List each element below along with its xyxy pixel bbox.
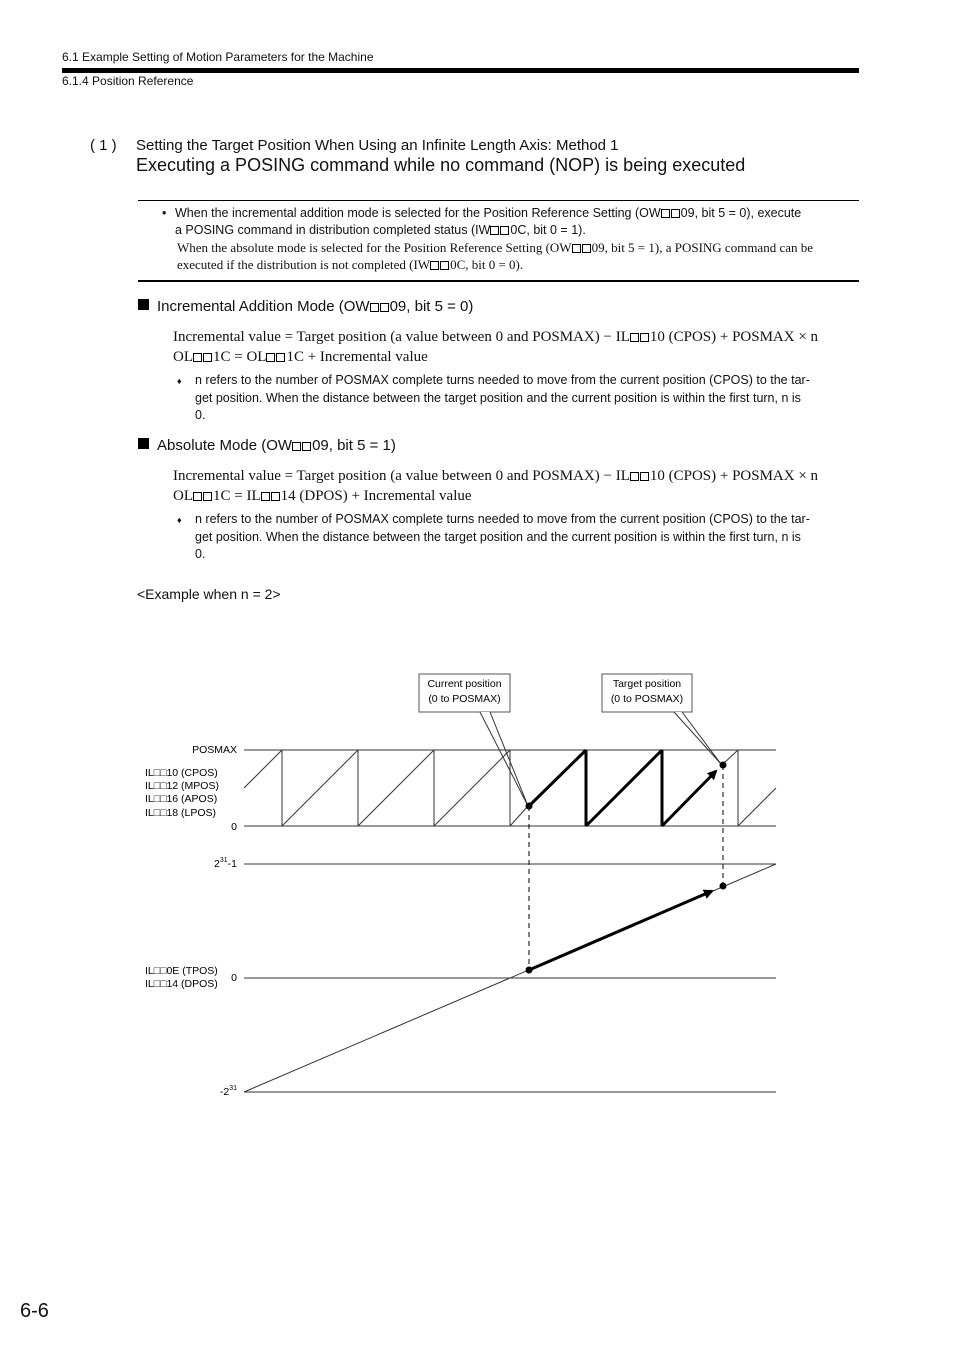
- note-bullet: •: [162, 206, 167, 220]
- header-subsection-title: 6.1.4 Position Reference: [62, 74, 194, 88]
- svg-text:Target position: Target position: [612, 678, 682, 690]
- section-number: ( 1 ): [90, 137, 117, 154]
- incremental-heading: Incremental Addition Mode (OW 09, bit 5 = 0): [138, 298, 473, 315]
- svg-text:IL□□0E (TPOS): IL□□0E (TPOS): [145, 965, 218, 977]
- svg-text:Current position: Current position: [427, 678, 502, 690]
- zero-label-lower: 0: [231, 972, 237, 984]
- incremental-formula-2: OL 1C = OL 1C + Incremental value: [173, 349, 428, 365]
- absolute-formula-1: Incremental value = Target position (a value between 0 and POSMAX) − IL 10 (CPOS) + POSMAX × n: [173, 468, 819, 484]
- diamond-bullet-icon: ♦: [177, 515, 182, 525]
- bold-lower-arrow: [529, 891, 712, 970]
- svg-text:IL□□14 (DPOS): IL□□14 (DPOS): [145, 978, 218, 990]
- absolute-heading: Absolute Mode (OW 09, bit 5 = 1): [138, 437, 396, 454]
- absolute-n-note: ♦ n refers to the number of POSMAX complete turns needed to move from the current position (CPOS) to the tar- get position. When the distance between the target position and the current position is within the first turn, n is 0.: [177, 512, 810, 561]
- header-section-title: 6.1 Example Setting of Motion Parameters for the Machine: [62, 50, 374, 64]
- sawtooth-thin: [244, 750, 776, 826]
- incremental-n-note: ♦ n refers to the number of POSMAX complete turns needed to move from the current position (CPOS) to the tar- get position. When the distance between the target position and the current position is within the first turn, n is 0.: [177, 373, 810, 422]
- lower-register-labels: [145, 965, 218, 990]
- note-line-2: a POSING command in distribution completed status (IW 0C, bit 0 = 1).: [175, 223, 586, 237]
- min-value-label: $-2^{31}$: [219, 1085, 237, 1098]
- section-title: Setting the Target Position When Using an Infinite Length Axis: Method 1: [136, 137, 619, 154]
- svg-text:(0 to POSMAX): (0 to POSMAX): [610, 693, 684, 705]
- posmax-label: POSMAX: [192, 744, 237, 756]
- svg-text:IL□□10 (CPOS): IL□□10 (CPOS): [145, 767, 218, 779]
- example-label: <Example when n = 2>: [137, 586, 281, 602]
- note-line-1: When the incremental addition mode is selected for the Position Reference Setting (OW 09, bit 5 = 0), execute: [175, 206, 802, 220]
- incremental-formula-1: Incremental value = Target position (a value between 0 and POSMAX) − IL 10 (CPOS) + POSMAX × n: [173, 329, 819, 345]
- note-line-4: executed if the distribution is not completed (IW 0C, bit 0 = 0).: [177, 257, 524, 272]
- sawtooth-bold-path: [529, 750, 716, 826]
- svg-text:IL□□16 (APOS): IL□□16 (APOS): [145, 793, 218, 805]
- svg-text:IL□□18 (LPOS): IL□□18 (LPOS): [145, 807, 217, 819]
- svg-text:(0 to POSMAX): (0 to POSMAX): [428, 693, 501, 705]
- zero-label-upper: 0: [231, 821, 237, 833]
- max-value-label: $2^{31}-1$: [214, 857, 237, 870]
- diamond-bullet-icon: ♦: [177, 376, 182, 386]
- absolute-formula-2: OL 1C = IL 14 (DPOS) + Incremental value: [173, 488, 472, 504]
- section-subtitle: Executing a POSING command while no command (NOP) is being executed: [136, 155, 746, 175]
- note-line-3: When the absolute mode is selected for the Position Reference Setting (OW 09, bit 5 = 1), a POSING command can be: [177, 240, 814, 255]
- target-position-dot-lower: [720, 883, 727, 890]
- page-number: 6-6: [20, 1300, 49, 1322]
- upper-register-labels: [145, 767, 219, 819]
- svg-text:IL□□12 (MPOS): IL□□12 (MPOS): [145, 780, 219, 792]
- current-position-dot-lower: [526, 967, 533, 974]
